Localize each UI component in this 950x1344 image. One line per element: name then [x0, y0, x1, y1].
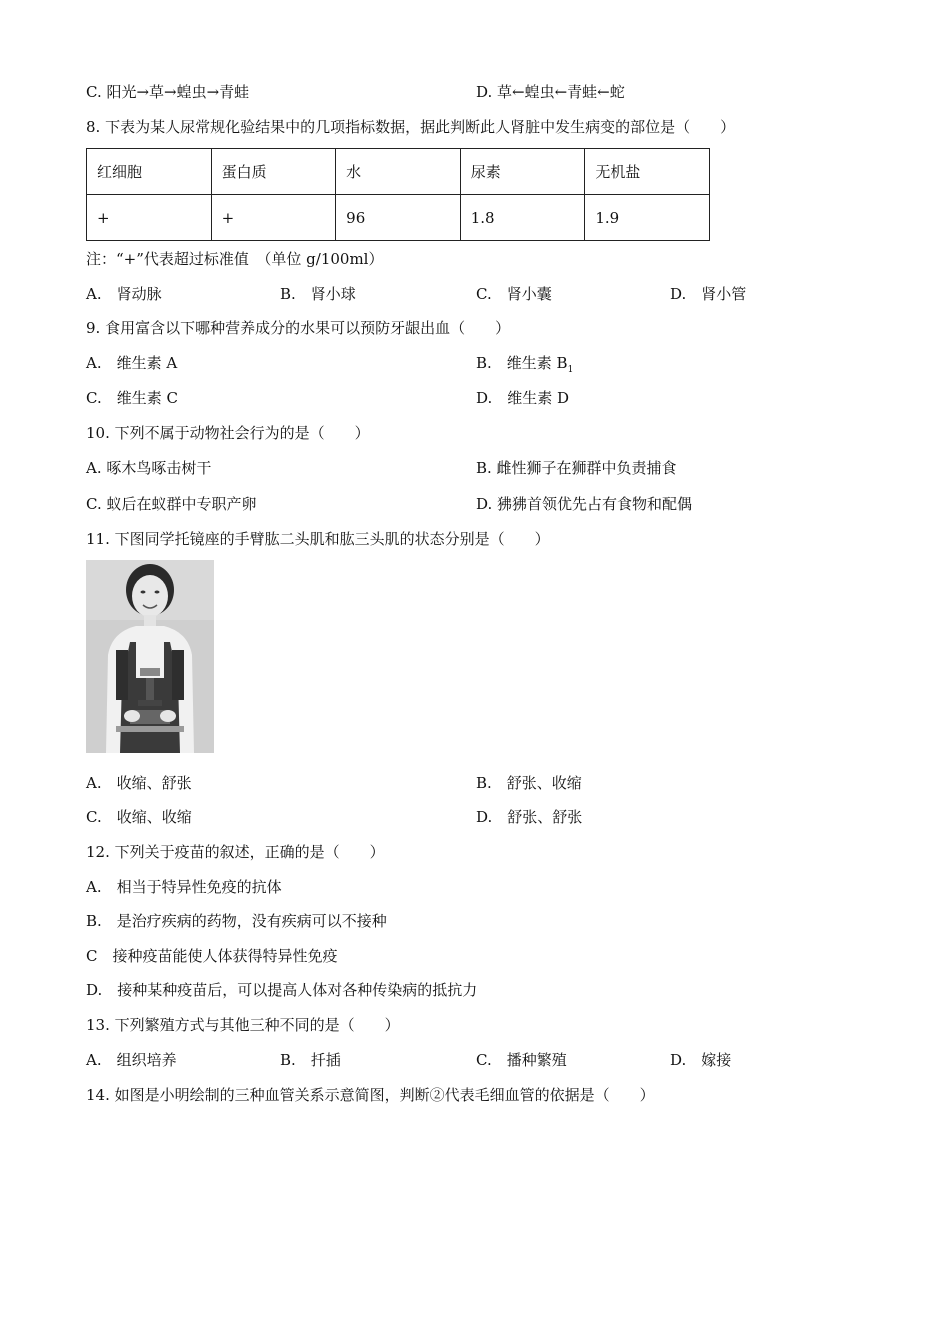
q8-note: 注：“+”代表超过标准值 （单位 g/100ml）	[86, 250, 384, 268]
q10-option-d: D. 狒狒首领优先占有食物和配偶	[476, 495, 693, 513]
q9-option-a: A. 维生素 A	[86, 354, 178, 372]
q12-option-d: D. 接种某种疫苗后，可以提高人体对各种传染病的抵抗力	[86, 981, 478, 999]
q13-stem: 13. 下列繁殖方式与其他三种不同的是（ ）	[86, 1016, 400, 1034]
table-header-cell: 无机盐	[585, 149, 710, 195]
q8-option-a: A. 肾动脉	[86, 285, 162, 303]
q9-option-b-text: B. 维生素 B	[476, 354, 568, 372]
q13-option-b: B. 扦插	[280, 1051, 341, 1069]
q13-option-c: C. 播种繁殖	[476, 1051, 567, 1069]
table-cell: +	[87, 195, 212, 241]
table-row	[87, 195, 710, 241]
q7-option-c: C. 阳光→草→蝗虫→青蛙	[86, 83, 250, 101]
q9-option-c: C. 维生素 C	[86, 389, 178, 407]
q11-option-d: D. 舒张、舒张	[476, 808, 583, 826]
q9-stem: 9. 食用富含以下哪种营养成分的水果可以预防牙龈出血（ ）	[86, 319, 511, 337]
q8-stem: 8. 下表为某人尿常规化验结果中的几项指标数据，据此判断此人肾脏中发生病变的部位是（ ）	[86, 118, 736, 136]
q7-option-d: D. 草←蝗虫←青蛙←蛇	[476, 83, 625, 101]
q11-stem: 11. 下图同学托镜座的手臂肱二头肌和肱三头肌的状态分别是（ ）	[86, 530, 550, 548]
q9-option-d: D. 维生素 D	[476, 389, 570, 407]
q8-option-c: C. 肾小囊	[476, 285, 552, 303]
q8-option-d: D. 肾小管	[670, 285, 747, 303]
table-header-cell: 红细胞	[87, 149, 212, 195]
table-header-cell: 尿素	[460, 149, 585, 195]
q8-option-b: B. 肾小球	[280, 285, 356, 303]
q13-option-a: A. 组织培养	[86, 1051, 177, 1069]
urine-test-table	[86, 148, 710, 241]
q10-option-c: C. 蚁后在蚁群中专职产卵	[86, 495, 257, 513]
table-header-row	[87, 149, 710, 195]
student-holding-microscope-photo	[86, 560, 214, 753]
q10-option-b: B. 雌性狮子在狮群中负责捕食	[476, 459, 677, 477]
photo-illustration	[86, 560, 214, 753]
q13-option-d: D. 嫁接	[670, 1051, 732, 1069]
table-cell: 96	[336, 195, 461, 241]
q9-option-b	[476, 353, 573, 380]
q11-option-b: B. 舒张、收缩	[476, 774, 582, 792]
q11-option-c: C. 收缩、收缩	[86, 808, 192, 826]
table-cell: 1.9	[585, 195, 710, 241]
q12-stem: 12. 下列关于疫苗的叙述，正确的是（ ）	[86, 843, 385, 861]
q9-option-b-subscript: 1	[567, 365, 574, 375]
q10-stem: 10. 下列不属于动物社会行为的是（ ）	[86, 424, 370, 442]
q12-option-a: A. 相当于特异性免疫的抗体	[86, 878, 282, 896]
table-header-cell: 水	[336, 149, 461, 195]
q14-stem: 14. 如图是小明绘制的三种血管关系示意简图，判断②代表毛细血管的依据是（ ）	[86, 1086, 655, 1104]
q12-option-b: B. 是治疗疾病的药物，没有疾病可以不接种	[86, 912, 387, 930]
table-cell: 1.8	[460, 195, 585, 241]
q11-option-a: A. 收缩、舒张	[86, 774, 192, 792]
table-cell: +	[211, 195, 336, 241]
table-header-cell: 蛋白质	[211, 149, 336, 195]
q12-option-c: C 接种疫苗能使人体获得特异性免疫	[86, 947, 338, 965]
q10-option-a: A. 啄木鸟啄击树干	[86, 459, 212, 477]
